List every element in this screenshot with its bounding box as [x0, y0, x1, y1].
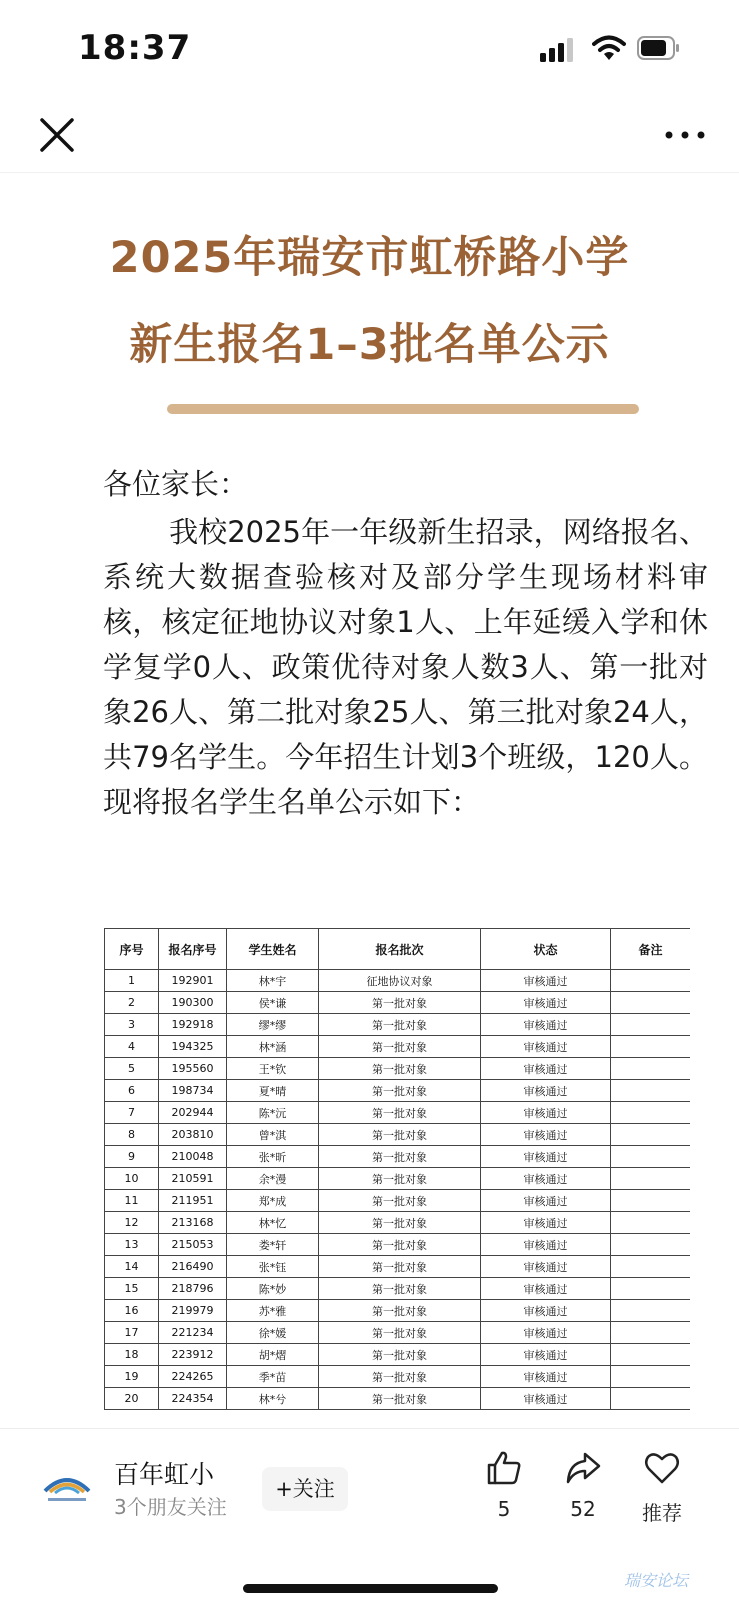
registration-number-cell: 210591 — [159, 1168, 227, 1190]
like-button[interactable] — [474, 1449, 534, 1521]
review-status-cell: 审核通过 — [481, 1190, 611, 1212]
body-text: 我校2025年一年级新生招录，网络报名、系统大数据查验核对及部分学生现场材料审核，核定征地协议对象1人、上年延缓入学和休学复学0人、政策优待对象人数3人、第一批对象26人、第二批对象25人、第三批对象24人，共79名学生。今年招生计划3个班级，120人。 现将报名学生名单公示如下： — [103, 515, 708, 819]
review-status-cell: 审核通过 — [481, 1234, 611, 1256]
recommend-button[interactable] — [632, 1449, 692, 1526]
registration-number-cell: 190300 — [159, 992, 227, 1014]
row-number-cell: 1 — [105, 970, 159, 992]
review-status-cell: 审核通过 — [481, 1344, 611, 1366]
header-cell: 序号 — [105, 929, 159, 970]
follow-button[interactable]: +关注 — [262, 1467, 348, 1511]
share-button[interactable] — [553, 1449, 613, 1521]
table-row — [105, 1300, 691, 1322]
enrollment-batch-cell: 第一批对象 — [319, 1256, 481, 1278]
enrollment-batch-cell: 第一批对象 — [319, 1124, 481, 1146]
friends-following-note: 3个朋友关注 — [114, 1495, 227, 1519]
remarks-cell — [611, 1278, 691, 1300]
article-title-line2: 新生报名1–3批名单公示 — [129, 320, 610, 370]
student-name-cell: 娄*轩 — [227, 1234, 319, 1256]
enrollment-batch-cell: 第一批对象 — [319, 1278, 481, 1300]
remarks-cell — [611, 1168, 691, 1190]
student-name-cell: 季*苗 — [227, 1366, 319, 1388]
registration-number-cell: 192901 — [159, 970, 227, 992]
more-options-icon[interactable] — [662, 120, 708, 150]
enrollment-batch-cell: 第一批对象 — [319, 1388, 481, 1410]
enrollment-batch-cell: 第一批对象 — [319, 1102, 481, 1124]
remarks-cell — [611, 1190, 691, 1212]
registration-number-cell: 213168 — [159, 1212, 227, 1234]
enrollment-batch-cell: 第一批对象 — [319, 1212, 481, 1234]
table-row — [105, 1102, 691, 1124]
row-number-cell: 5 — [105, 1058, 159, 1080]
remarks-cell — [611, 1080, 691, 1102]
row-number-cell: 3 — [105, 1014, 159, 1036]
row-number-cell: 9 — [105, 1146, 159, 1168]
student-name-cell: 张*昕 — [227, 1146, 319, 1168]
review-status-cell: 审核通过 — [481, 1124, 611, 1146]
registration-number-cell: 215053 — [159, 1234, 227, 1256]
remarks-cell — [611, 1300, 691, 1322]
enrollment-batch-cell: 第一批对象 — [319, 1146, 481, 1168]
share-count: 52 — [570, 1497, 596, 1521]
remarks-cell — [611, 1388, 691, 1410]
share-arrow-icon — [564, 1449, 602, 1487]
enrollment-batch-cell: 第一批对象 — [319, 1080, 481, 1102]
table-row — [105, 1366, 691, 1388]
status-bar — [0, 0, 739, 100]
review-status-cell: 审核通过 — [481, 1080, 611, 1102]
table-row — [105, 1212, 691, 1234]
review-status-cell: 审核通过 — [481, 1058, 611, 1080]
enrollment-batch-cell: 第一批对象 — [319, 992, 481, 1014]
remarks-cell — [611, 1124, 691, 1146]
registration-number-cell: 216490 — [159, 1256, 227, 1278]
student-name-cell: 林*宇 — [227, 970, 319, 992]
student-name-cell: 林*忆 — [227, 1212, 319, 1234]
remarks-cell — [611, 1014, 691, 1036]
student-name-cell: 曾*淇 — [227, 1124, 319, 1146]
student-name-cell: 缪*缪 — [227, 1014, 319, 1036]
table-row — [105, 1234, 691, 1256]
registration-number-cell: 202944 — [159, 1102, 227, 1124]
review-status-cell: 审核通过 — [481, 1300, 611, 1322]
review-status-cell: 审核通过 — [481, 1036, 611, 1058]
table-row — [105, 1190, 691, 1212]
table-row — [105, 992, 691, 1014]
battery-icon — [637, 36, 681, 60]
enrollment-batch-cell: 第一批对象 — [319, 1168, 481, 1190]
table-row — [105, 1124, 691, 1146]
row-number-cell: 8 — [105, 1124, 159, 1146]
student-name-cell: 徐*媛 — [227, 1322, 319, 1344]
registration-number-cell: 219979 — [159, 1300, 227, 1322]
registration-number-cell: 224265 — [159, 1366, 227, 1388]
account-logo-icon[interactable] — [42, 1467, 92, 1507]
row-number-cell: 12 — [105, 1212, 159, 1234]
watermark-text: 瑞安论坛 — [624, 1571, 689, 1590]
table-row — [105, 1080, 691, 1102]
enrollment-batch-cell: 第一批对象 — [319, 1300, 481, 1322]
remarks-cell — [611, 970, 691, 992]
remarks-cell — [611, 1146, 691, 1168]
nav-bar — [0, 100, 739, 173]
student-name-cell: 陈*沅 — [227, 1102, 319, 1124]
student-name-cell: 林*涵 — [227, 1036, 319, 1058]
header-cell: 报名批次 — [319, 929, 481, 970]
table-header-row — [105, 929, 691, 970]
article-title-line1: 2025年瑞安市虹桥路小学 — [109, 233, 630, 283]
header-cell: 备注 — [611, 929, 691, 970]
review-status-cell: 审核通过 — [481, 1388, 611, 1410]
review-status-cell: 审核通过 — [481, 970, 611, 992]
registration-number-cell: 223912 — [159, 1344, 227, 1366]
remarks-cell — [611, 1212, 691, 1234]
enrollment-batch-cell: 征地协议对象 — [319, 970, 481, 992]
status-time: 18:37 — [78, 28, 192, 68]
remarks-cell — [611, 1256, 691, 1278]
student-name-cell: 郑*成 — [227, 1190, 319, 1212]
remarks-cell — [611, 1058, 691, 1080]
student-name-cell: 王*钦 — [227, 1058, 319, 1080]
row-number-cell: 7 — [105, 1102, 159, 1124]
student-name-cell: 余*漫 — [227, 1168, 319, 1190]
header-cell: 状态 — [481, 929, 611, 970]
registration-number-cell: 218796 — [159, 1278, 227, 1300]
row-number-cell: 6 — [105, 1080, 159, 1102]
enrollment-batch-cell: 第一批对象 — [319, 1366, 481, 1388]
wifi-icon — [592, 34, 626, 62]
row-number-cell: 20 — [105, 1388, 159, 1410]
table-row — [105, 1256, 691, 1278]
registration-number-cell: 210048 — [159, 1146, 227, 1168]
roster-table-body — [105, 970, 691, 1410]
remarks-cell — [611, 1102, 691, 1124]
review-status-cell: 审核通过 — [481, 1366, 611, 1388]
student-name-cell: 张*钰 — [227, 1256, 319, 1278]
row-number-cell: 10 — [105, 1168, 159, 1190]
close-icon[interactable] — [34, 112, 80, 158]
row-number-cell: 19 — [105, 1366, 159, 1388]
row-number-cell: 2 — [105, 992, 159, 1014]
enrollment-batch-cell: 第一批对象 — [319, 1190, 481, 1212]
enrollment-batch-cell: 第一批对象 — [319, 1344, 481, 1366]
registration-number-cell: 198734 — [159, 1080, 227, 1102]
registration-number-cell: 192918 — [159, 1014, 227, 1036]
review-status-cell: 审核通过 — [481, 1322, 611, 1344]
enrollment-batch-cell: 第一批对象 — [319, 1058, 481, 1080]
registration-number-cell: 224354 — [159, 1388, 227, 1410]
header-cell: 学生姓名 — [227, 929, 319, 970]
table-row — [105, 970, 691, 992]
account-name[interactable]: 百年虹小 — [114, 1460, 215, 1489]
student-name-cell: 侯*谦 — [227, 992, 319, 1014]
table-row — [105, 1168, 691, 1190]
remarks-cell — [611, 1366, 691, 1388]
row-number-cell: 16 — [105, 1300, 159, 1322]
review-status-cell: 审核通过 — [481, 992, 611, 1014]
row-number-cell: 11 — [105, 1190, 159, 1212]
table-row — [105, 1388, 691, 1410]
review-status-cell: 审核通过 — [481, 1278, 611, 1300]
enrollment-batch-cell: 第一批对象 — [319, 1014, 481, 1036]
remarks-cell — [611, 1322, 691, 1344]
enrollment-batch-cell: 第一批对象 — [319, 1234, 481, 1256]
header-cell: 报名序号 — [159, 929, 227, 970]
review-status-cell: 审核通过 — [481, 1168, 611, 1190]
review-status-cell: 审核通过 — [481, 1102, 611, 1124]
title-divider — [167, 404, 639, 414]
table-row — [105, 1036, 691, 1058]
registration-number-cell: 211951 — [159, 1190, 227, 1212]
enrollment-batch-cell: 第一批对象 — [319, 1322, 481, 1344]
thumbs-up-icon — [485, 1449, 523, 1487]
review-status-cell: 审核通过 — [481, 1256, 611, 1278]
remarks-cell — [611, 1234, 691, 1256]
row-number-cell: 18 — [105, 1344, 159, 1366]
row-number-cell: 15 — [105, 1278, 159, 1300]
registration-number-cell: 221234 — [159, 1322, 227, 1344]
registration-number-cell: 203810 — [159, 1124, 227, 1146]
student-name-cell: 苏*雅 — [227, 1300, 319, 1322]
student-name-cell: 林*兮 — [227, 1388, 319, 1410]
roster-table — [104, 928, 690, 1410]
review-status-cell: 审核通过 — [481, 1146, 611, 1168]
row-number-cell: 17 — [105, 1322, 159, 1344]
like-count: 5 — [497, 1497, 511, 1521]
table-row — [105, 1344, 691, 1366]
registration-number-cell: 195560 — [159, 1058, 227, 1080]
remarks-cell — [611, 992, 691, 1014]
greeting-text: 各位家长： — [103, 467, 249, 501]
table-row — [105, 1146, 691, 1168]
table-row — [105, 1014, 691, 1036]
review-status-cell: 审核通过 — [481, 1014, 611, 1036]
table-row — [105, 1322, 691, 1344]
row-number-cell: 14 — [105, 1256, 159, 1278]
recommend-label: 推荐 — [642, 1501, 682, 1525]
registration-number-cell: 194325 — [159, 1036, 227, 1058]
row-number-cell: 13 — [105, 1234, 159, 1256]
student-name-cell: 夏*晴 — [227, 1080, 319, 1102]
student-name-cell: 陈*妙 — [227, 1278, 319, 1300]
cellular-signal-icon — [540, 38, 576, 62]
body-paragraph — [103, 510, 708, 825]
heart-icon — [643, 1449, 681, 1487]
table-row — [105, 1058, 691, 1080]
remarks-cell — [611, 1036, 691, 1058]
row-number-cell: 4 — [105, 1036, 159, 1058]
table-row — [105, 1278, 691, 1300]
enrollment-batch-cell: 第一批对象 — [319, 1036, 481, 1058]
roster-table-image — [104, 928, 690, 1428]
home-indicator[interactable] — [243, 1584, 498, 1593]
review-status-cell: 审核通过 — [481, 1212, 611, 1234]
student-name-cell: 胡*熠 — [227, 1344, 319, 1366]
remarks-cell — [611, 1344, 691, 1366]
